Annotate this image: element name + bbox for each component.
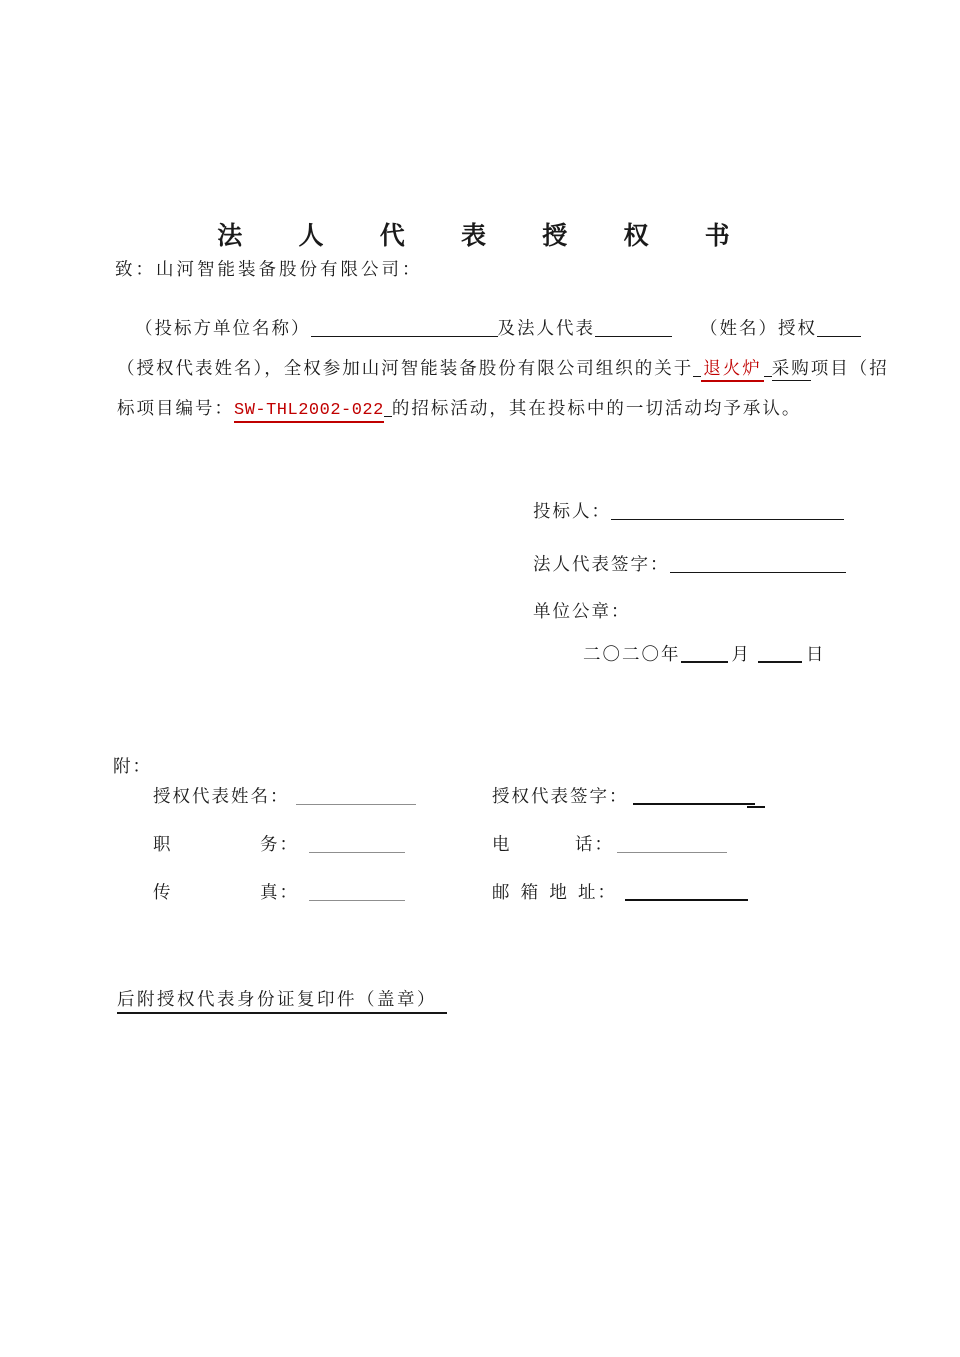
paragraph-line-3 [117,388,917,431]
and-legal-rep-label: 及法人代表 [497,318,595,338]
procurement-label: 采购 [772,358,811,381]
authorization-paragraph [117,308,917,431]
line2-lead-text: （授权代表姓名），全权参加山河智能装备股份有限公司组织的关于 [117,358,694,378]
document-title: 法 人 代 表 授 权 书 [217,222,755,250]
bidder-name-label: （投标方单位名称） [135,318,311,338]
phone-label: 电 话： [492,834,614,854]
position-line [309,852,405,853]
legal-rep-signature-row [533,553,846,575]
legal-rep-sign-label: 法人代表签字： [533,554,670,574]
bidder-signature-row [533,500,844,522]
date-month-label: 月 [731,644,751,664]
company-seal-label: 单位公章： [533,601,631,621]
bidder-name-blank [311,336,498,337]
footer-note [117,988,447,1010]
bidder-label: 投标人： [533,501,611,521]
attach-row-fax [153,881,405,903]
line3-lead-text: 标项目编号： [117,398,234,418]
rep-sign-label: 授权代表签字： [492,786,629,806]
attach-row-position [153,833,405,855]
rep-sign-line-tail [747,806,765,808]
email-line [625,899,748,901]
position-label: 职 务： [153,834,299,854]
attach-row-rep-sign [492,785,765,807]
date-day-blank [758,661,802,663]
date-year-label: 二〇二〇年 [583,644,681,664]
bidder-signature-line [611,519,844,520]
company-seal-row [533,600,631,622]
line3-tail-text: 的招标活动，其在投标中的一切活动均予承认。 [391,398,802,418]
attachment-heading: 附： [113,756,152,776]
rep-name-line [296,804,416,805]
project-name-value: 退火炉 [701,358,764,382]
email-label: 邮 箱 地 址： [492,882,617,902]
project-code-blank-tail [384,416,392,417]
salutation: 致：山河智能装备股份有限公司： [115,259,423,279]
date-row [583,643,826,665]
fax-label: 传 真： [153,882,299,902]
project-code-value: SW-THL2002-022 [234,401,384,423]
line2-tail-text: 项目（招 [810,358,889,378]
paragraph-line-1 [117,308,917,348]
footer-note-text: 后附授权代表身份证复印件（盖章） [117,989,447,1014]
rep-sign-line [633,803,755,805]
paragraph-line-2 [117,348,917,388]
phone-line [617,852,727,853]
authorized-rep-name-blank [817,336,861,337]
date-month-blank [681,661,728,663]
legal-rep-name-blank [595,336,672,337]
fax-line [309,900,405,901]
attach-row-email [492,881,748,903]
attach-row-phone [492,833,727,855]
rep-name-label: 授权代表姓名： [153,786,290,806]
attach-row-rep-name [153,785,416,807]
project-name-blank-tail [764,376,772,377]
legal-rep-signature-line [670,572,846,573]
name-authorize-label: （姓名）授权 [700,318,817,338]
date-day-label: 日 [806,644,826,664]
